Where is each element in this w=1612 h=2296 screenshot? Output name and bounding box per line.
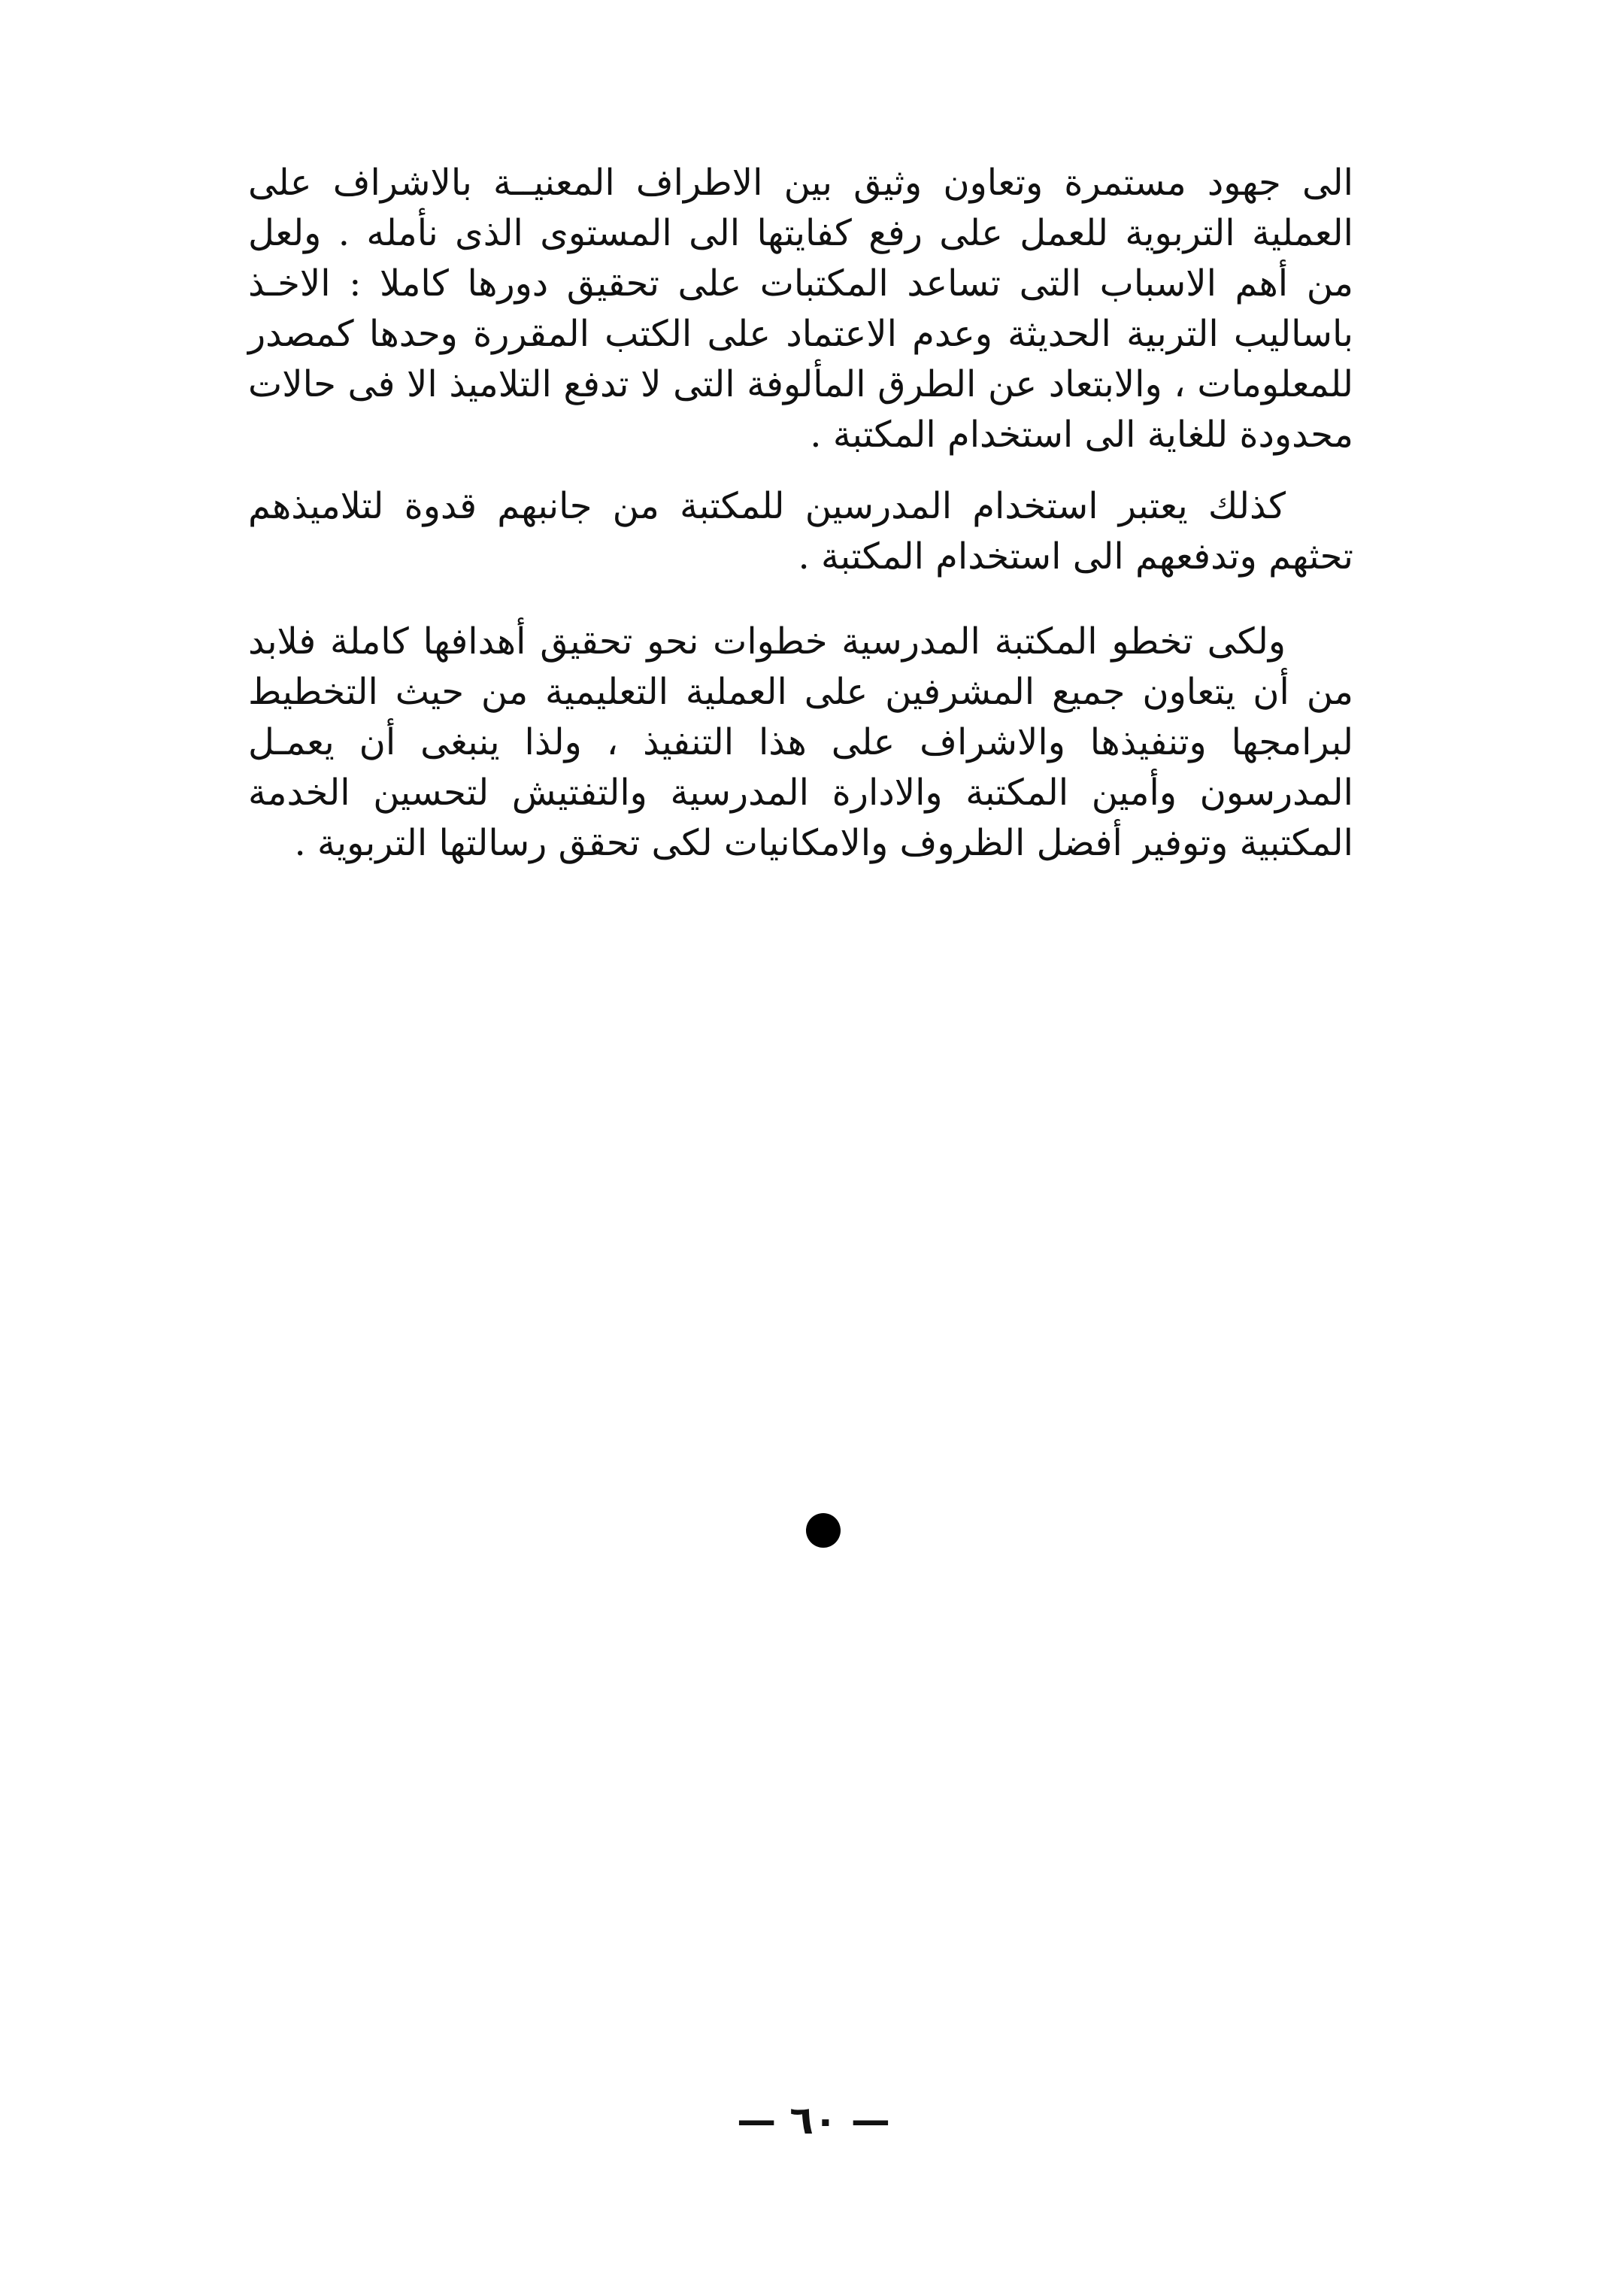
paragraph-1 (248, 158, 1353, 460)
paragraph-line: باساليب التربية الحديثة وعدم الاعتماد على الكتب المقررة وحدها كمصدر (248, 313, 1353, 355)
paragraph-line: كذلك يعتبر استخدام المدرسين للمكتبة من جانبهم قدوة لتلاميذهم (248, 485, 1286, 527)
paragraph-line: المكتبية وتوفير أفضل الظروف والامكانيات لكى تحقق رسالتها التربوية . (294, 822, 1353, 864)
paragraph-line: للمعلومات ، والابتعاد عن الطرق المألوفة التى لا تدفع التلاميذ الا فى حالات (248, 363, 1353, 405)
paragraph-line: المدرسون وأمين المكتبة والادارة المدرسية والتفتيش لتحسين الخدمة (248, 772, 1353, 814)
page-number: — ٦٠ — (737, 2098, 890, 2143)
ink-dot-mark (806, 1513, 841, 1548)
paragraph-3 (248, 617, 1353, 869)
paragraph-line: لبرامجها وتنفيذها والاشراف على هذا التنفيذ ، ولذا ينبغى أن يعمـل (248, 721, 1354, 763)
paragraph-line: الى جهود مستمرة وتعاون وثيق بين الاطراف المعنيــة بالاشراف على (248, 162, 1353, 204)
paragraph-line: العملية التربوية للعمل على رفع كفايتها الى المستوى الذى نأمله . ولعل (248, 212, 1353, 254)
paragraph-2 (248, 481, 1353, 582)
paragraph-line: تحثهم وتدفعهم الى استخدام المكتبة . (798, 535, 1353, 578)
paragraph-line: محدودة للغاية الى استخدام المكتبة . (810, 414, 1353, 456)
paragraph-line: من أن يتعاون جميع المشرفين على العملية التعليمية من حيث التخطيط (248, 671, 1353, 713)
paragraph-line: ولكى تخطو المكتبة المدرسية خطوات نحو تحقيق أهدافها كاملة فلابد (248, 620, 1286, 663)
paragraph-line: من أهم الاسباب التى تساعد المكتبات على تحقيق دورها كاملا : الاخـذ (248, 262, 1353, 305)
